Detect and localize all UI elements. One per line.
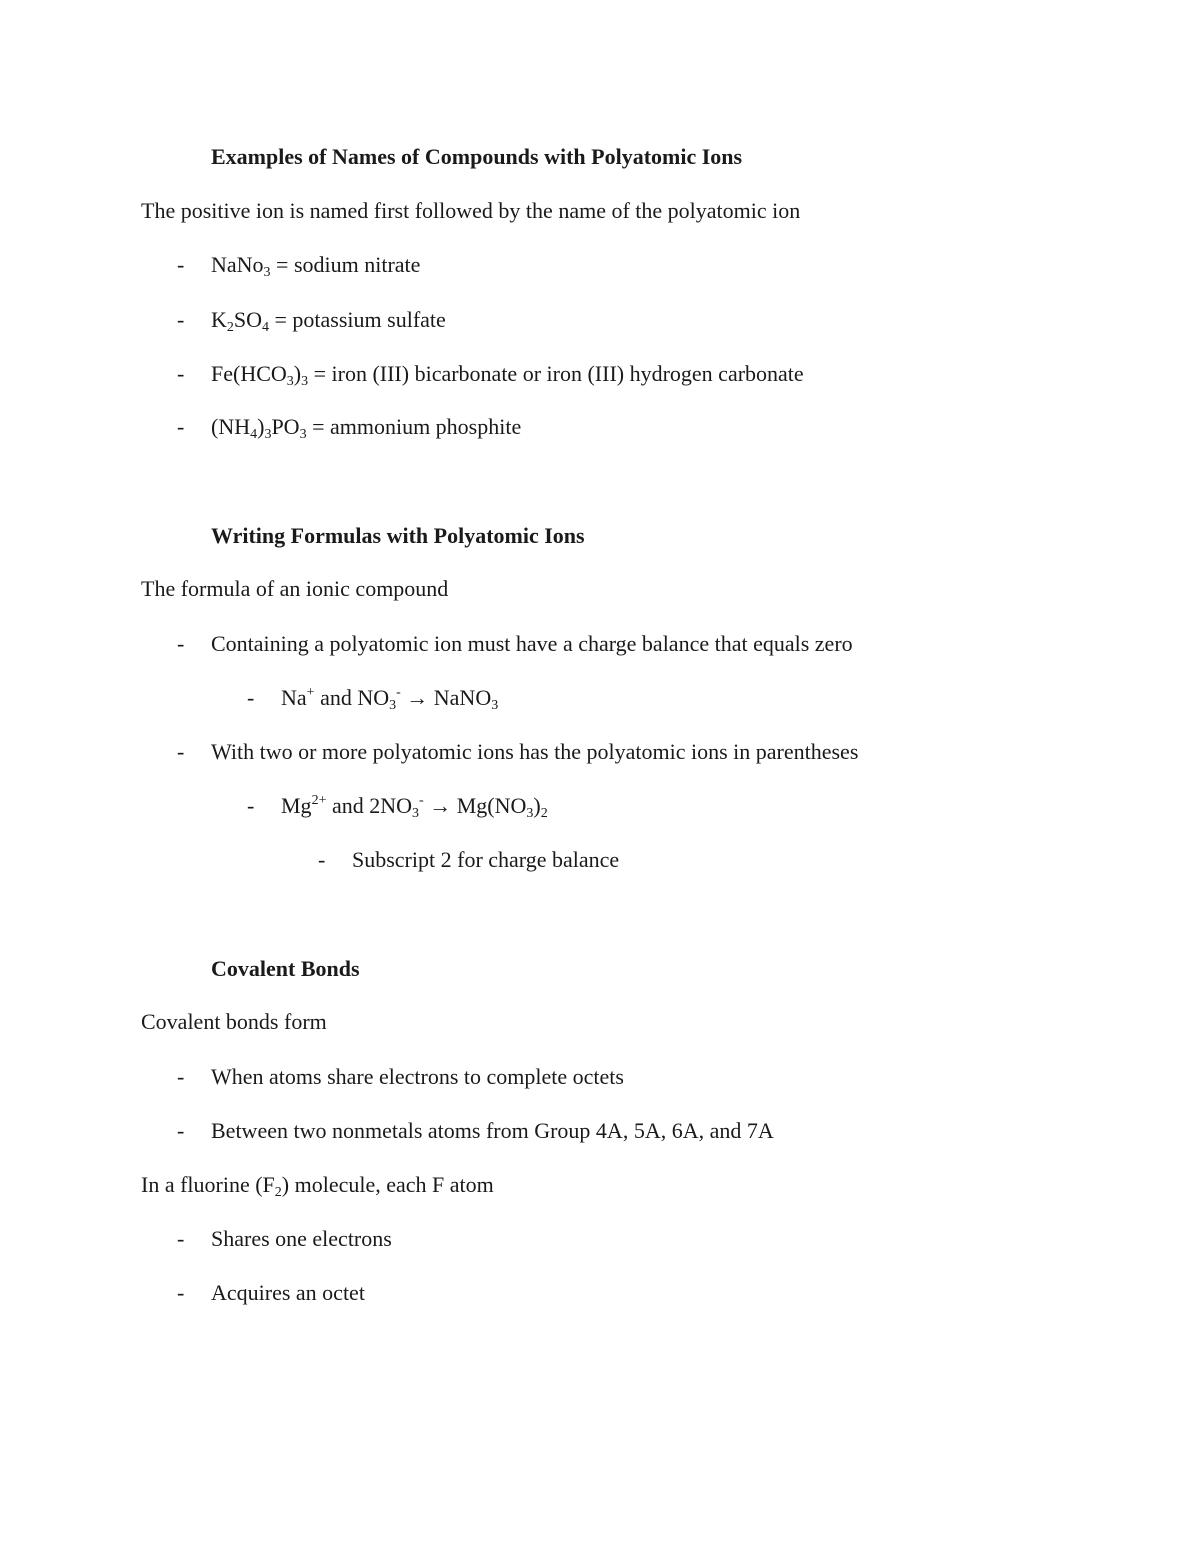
bullet-marker: - <box>177 1280 185 1305</box>
list-item: Between two nonmetals atoms from Group 4A, 5A, 6A, and 7A <box>211 1118 774 1143</box>
paragraph: Covalent bonds form <box>141 1009 327 1034</box>
bullet-marker: - <box>177 739 185 764</box>
bullet-marker: - <box>177 631 185 656</box>
list-item: $K_2SO_4$ = potassium sulfate <box>211 307 446 335</box>
bullet-marker: - <box>247 793 255 818</box>
bullet-marker: - <box>177 414 185 439</box>
list-item: Subscript 2 for charge balance <box>352 847 620 872</box>
paragraph: In a fluorine $(F_2)$ molecule, each F atom <box>141 1172 494 1200</box>
list-item: NaNo$_3$ = sodium nitrate <box>211 252 421 280</box>
paragraph: The positive ion is named first followed by the name of the polyatomic ion <box>141 198 801 223</box>
bullet-marker: - <box>247 685 255 710</box>
bullet-marker: - <box>177 252 185 277</box>
list-item: Acquires an octet <box>211 1280 365 1305</box>
section-heading: Examples of Names of Compounds with Polyatomic Ions <box>211 144 743 169</box>
list-item: $Fe(HCO_3)_3$ = iron (III) bicarbonate or iron (III) hydrogen carbonate <box>211 361 804 389</box>
list-item: $Mg^{2+}$ and $2NO_3^- \to Mg(NO_3)_2$ <box>281 793 548 821</box>
bullet-marker: - <box>177 1064 185 1089</box>
list-item: Na+ and $NO_3^-$ → NaNO$_3$ <box>281 685 499 713</box>
bullet-marker: - <box>177 307 185 332</box>
list-item: With two or more polyatomic ions has the polyatomic ions in parentheses <box>211 739 859 764</box>
list-item: Shares one electrons <box>211 1226 392 1251</box>
section-heading: Covalent Bonds <box>211 956 360 981</box>
paragraph: The formula of an ionic compound <box>141 576 449 601</box>
list-item: Containing a polyatomic ion must have a charge balance that equals zero <box>211 631 853 656</box>
list-item: $(NH_4)_3PO_3$ = ammonium phosphite <box>211 414 522 442</box>
bullet-marker: - <box>177 361 185 386</box>
bullet-marker: - <box>177 1118 185 1143</box>
bullet-marker: - <box>177 1226 185 1251</box>
section-heading: Writing Formulas with Polyatomic Ions <box>211 523 585 548</box>
list-item: When atoms share electrons to complete octets <box>211 1064 624 1089</box>
bullet-marker: - <box>318 847 326 872</box>
